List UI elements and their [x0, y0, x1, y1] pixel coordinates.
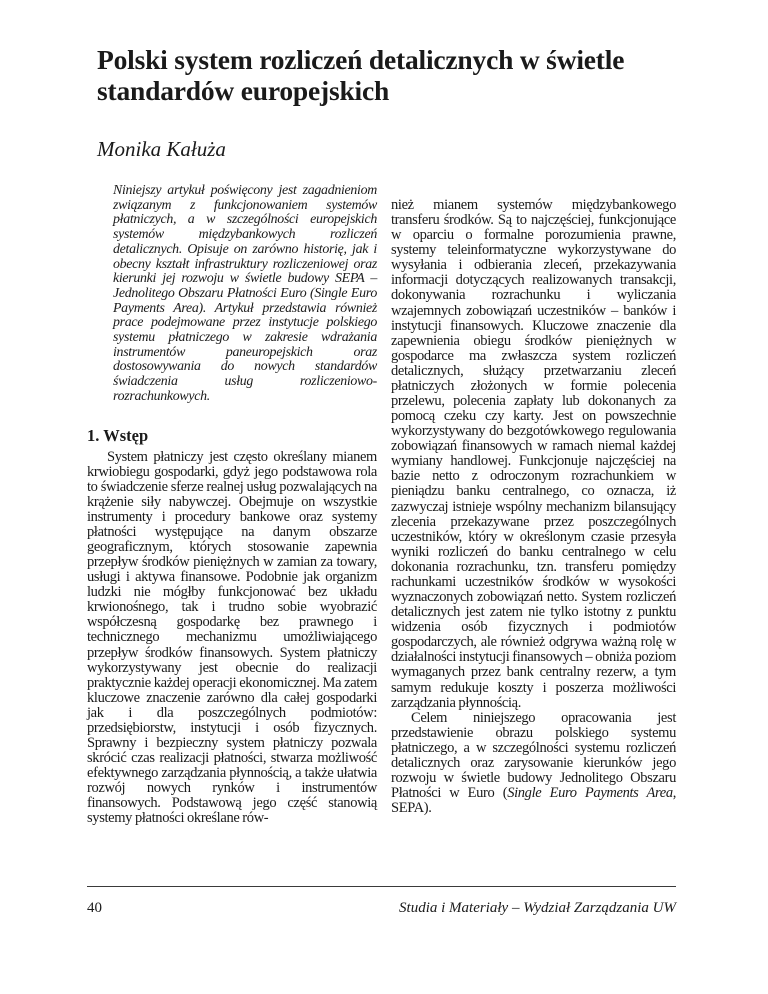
footer-divider — [87, 886, 676, 887]
sepa-full-name: Single Euro Payments Area — [507, 785, 673, 802]
journal-name: Studia i Materiały – Wydział Zarządzania UW — [399, 900, 676, 916]
article-author: Monika Kałuża — [97, 137, 226, 161]
body-paragraph-aim — [391, 711, 676, 817]
page-number: 40 — [87, 900, 102, 916]
right-column — [391, 198, 676, 816]
aim-text: Celem niniejszego opracowania jest przedstawienie obrazu polskiego systemu płatniczego, a w szczególności systemu rozliczeń detalicznych oraz zarysowanie kierunków jego rozwoju w świetle budowy Jednolitego Obszaru Płatności w Euro ( — [391, 709, 676, 802]
body-paragraph-continued: nież mianem systemów międzybankowego transferu środków. Są to najczęściej, funkcjonujące w oparciu o formalne porozumienia prawne, systemy teleinformatyczne wykorzystywane do wysyłania i odbierania zleceń, przekazywania informacji dotyczących realizowanych transakcji, dokonywania rozrachunku i wyliczania wzajemnych zobowiązań uczestników – banków i instytucji finansowych. Kluczowe znaczenie dla zapewnienia obiegu środków pieniężnych w gospodarce ma zwłaszcza system rozliczeń detalicznych, służący przetwarzaniu zleceń płatniczych złożonych w formie polecenia przelewu, polecenia zapłaty lub dokonanych za pomocą czeku czy karty. Jest on powszechnie wykorzystywany do bezgotówkowego regulowania zobowiązań finansowych w ramach niemal każdej wymiany handlowej. Funkcjonuje najczęściej na bazie netto z odroczonym rozrachunkiem w pieniądzu banku centralnego, co oznacza, iż zazwyczaj istnieje wspólny mechanizm bilansujący zlecenia przekazywane przez poszczególnych uczestników, który w określonym czasie przesyła wyniki rozliczeń do banku centralnego w celu dokonania rozrachunku, tzn. transferu pomiędzy rachunkami uczestników środków w wysokości wyznaczonych zobowiązań netto. System rozliczeń detalicznych jest zatem nie tylko istotny z punktu widzenia osób fizycznych i podmiotów gospodarczych, ale również odgrywa ważną rolę w działalności instytucji finansowych – obniża poziom wymaganych przez bank centralny rezerw, a tym samym redukuje koszty i poszerza możliwości zarządzania płynnością. — [391, 197, 676, 711]
aim-text-end: , SEPA). — [391, 785, 677, 817]
left-column — [87, 184, 377, 827]
body-paragraph: System płatniczy jest często określany mianem krwiobiegu gospodarki, gdyż jego podstawowa rola to świadczenie sferze realnej usług pozwalających na krążenie siły nabywczej. Obejmuje on wszystkie instrumenty i procedury bankowe oraz systemy płatności występujące na danym obszarze geograficznym, których stosowanie zapewnia przepływ środków pieniężnych w zamian za towary, usługi i aktywa finansowe. Podobnie jak organizm ludzki nie mógłby funkcjonować bez układu krwionośnego, tak i trudno sobie wyobrazić współczesną gospodarkę bez prawnego i technicznego mechanizmu umożliwiającego przepływ środków finansowych. System płatniczy wykorzystywany jest obecnie do realizacji praktycznie każdej operacji ekonomicznej. Ma zatem kluczowe znaczenie zarówno dla całej gospodarki jak i dla poszczególnych podmiotów: przedsiębiorstw, instytucji i osób fizycznych. Sprawny i bezpieczny system płatniczy pozwala skrócić czas realizacji płatności, stwarza możliwość efektywnego zarządzania płynnością, a także ułatwia rozwój nowych rynków i instrumentów finansowych. Podstawową jego część stanowią systemy płatności określane rów- — [87, 448, 377, 827]
article-abstract: Niniejszy artykuł poświęcony jest zagadnieniom związanym z funkcjonowaniem systemów płatniczych, a w szczególności europejskich systemów międzybankowych rozliczeń detalicznych. Opisuje on zarówno historię, jak i obecny kształt infrastruktury rozliczeniowej oraz kierunki jej rozwoju w świetle budowy SEPA – Jednolitego Obszaru Płatności Euro (Single Euro Payments Area). Artykuł przedstawia również prace podejmowane przez instytucje polskiego systemu płatniczego w zakresie wdrażania instrumentów paneuropejskich oraz dostosowywania do nowych standardów świadczenia usług rozliczeniowo-rozrachunkowych. — [113, 183, 377, 404]
section-heading: 1. Wstęp — [87, 425, 149, 445]
article-title: Polski system rozliczeń detalicznych w świetle standardów europejskich — [97, 44, 625, 106]
